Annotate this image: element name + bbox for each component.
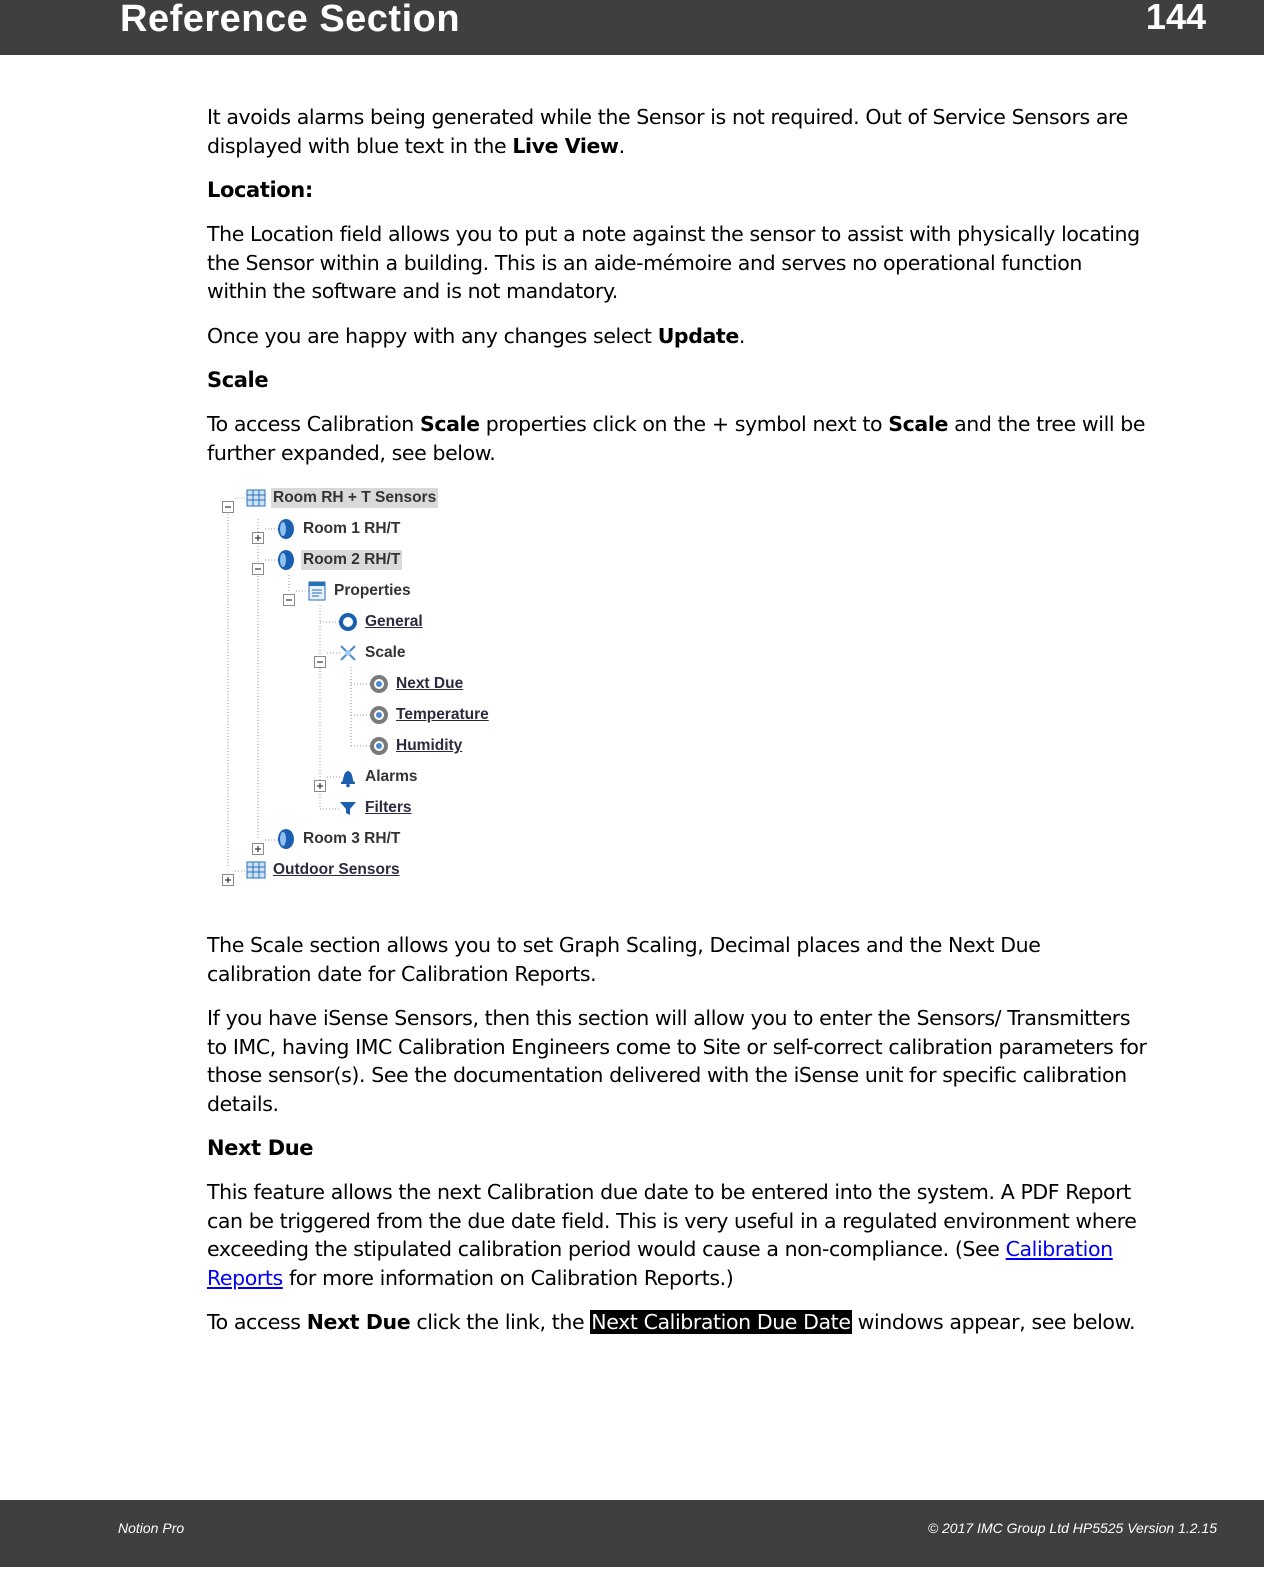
tree-node-room3[interactable]: Room 3 RH/T [275, 828, 402, 850]
next-calibration-due-date-highlight: Next Calibration Due Date [591, 1310, 851, 1334]
tree-node-filters[interactable]: Filters [337, 797, 414, 819]
scale-icon [337, 642, 359, 664]
next-due-heading: Next Due [207, 1136, 314, 1160]
paragraph-next-due-access: To access Next Due click the link, the Next Calibration Due Date windows appear, see below. [207, 1310, 1136, 1334]
tree-node-temperature[interactable]: Temperature [368, 704, 491, 726]
live-view-term: Live View [512, 133, 619, 158]
product-name: Notion Pro [118, 1520, 185, 1536]
settings-circle-icon [368, 704, 390, 726]
paragraph-location: The Location field allows you to put a note against the sensor to assist with physically locating the Sensor within a building. This is an aide-mémoire and serves no operational function within the software and is not mandatory. [207, 222, 1140, 303]
copyright: © 2017 IMC Group Ltd HP5525 Version 1.2.15 [927, 1520, 1217, 1536]
filter-icon [337, 797, 359, 819]
section-title: Reference Section [120, 0, 461, 40]
bell-icon [337, 766, 359, 788]
update-term: Update [657, 323, 739, 348]
tree-node-alarms[interactable]: Alarms [337, 766, 420, 788]
page-number: 144 [1145, 0, 1206, 37]
settings-circle-icon [368, 735, 390, 757]
scale-heading: Scale [207, 368, 269, 392]
tree-node-outdoor-sensors[interactable]: Outdoor Sensors [245, 859, 402, 881]
settings-circle-icon [368, 673, 390, 695]
paragraph-isense: If you have iSense Sensors, then this section will allow you to enter the Sensors/ Transmitters to IMC, having IMC Calibration Engineers come to Site or self-correct calibration parameters for those sensor(s). See the documentation delivered with the iSense unit for specific calibration details. [207, 1006, 1147, 1116]
sensor-icon [275, 518, 297, 540]
tree-node-scale[interactable]: Scale [337, 642, 408, 664]
calibration-reports-link[interactable]: Calibration Reports [207, 1237, 1113, 1290]
properties-icon [306, 580, 328, 602]
document-body [207, 103, 1147, 1353]
sensor-tree-view [217, 483, 517, 893]
tree-node-room1[interactable]: Room 1 RH/T [275, 518, 402, 540]
tree-node-room2[interactable]: Room 2 RH/T [275, 549, 402, 571]
paragraph-next-due: This feature allows the next Calibration due date to be entered into the system. A PDF Report can be triggered from the due date field. This is very useful in a regulated environment where exceeding the stipulated calibration period would cause a non-compliance. (See Calibration Reports for more information on Calibration Reports.) [207, 1180, 1137, 1290]
page-header [0, 0, 1264, 55]
page-footer [0, 1500, 1264, 1567]
tree-node-properties[interactable]: Properties [306, 580, 413, 602]
tree-node-next-due[interactable]: Next Due [368, 673, 465, 695]
settings-circle-icon [337, 611, 359, 633]
location-heading: Location: [207, 178, 313, 202]
grid-icon [245, 487, 267, 509]
tree-node-room-rh-t-sensors[interactable]: Room RH + T Sensors [245, 487, 438, 509]
paragraph-scale-access: To access Calibration Scale properties click on the + symbol next to Scale and the tree will be further expanded, see below. [207, 412, 1146, 465]
sensor-icon [275, 828, 297, 850]
tree-node-general[interactable]: General [337, 611, 425, 633]
paragraph-out-of-service: It avoids alarms being generated while the Sensor is not required. Out of Service Sensors are displayed with blue text in the Live View. [207, 105, 1128, 158]
paragraph-scale-section: The Scale section allows you to set Graph Scaling, Decimal places and the Next Due calibration date for Calibration Reports. [207, 933, 1041, 986]
paragraph-update: Once you are happy with any changes select Update. [207, 323, 745, 348]
sensor-icon [275, 549, 297, 571]
grid-icon [245, 859, 267, 881]
tree-node-humidity[interactable]: Humidity [368, 735, 464, 757]
